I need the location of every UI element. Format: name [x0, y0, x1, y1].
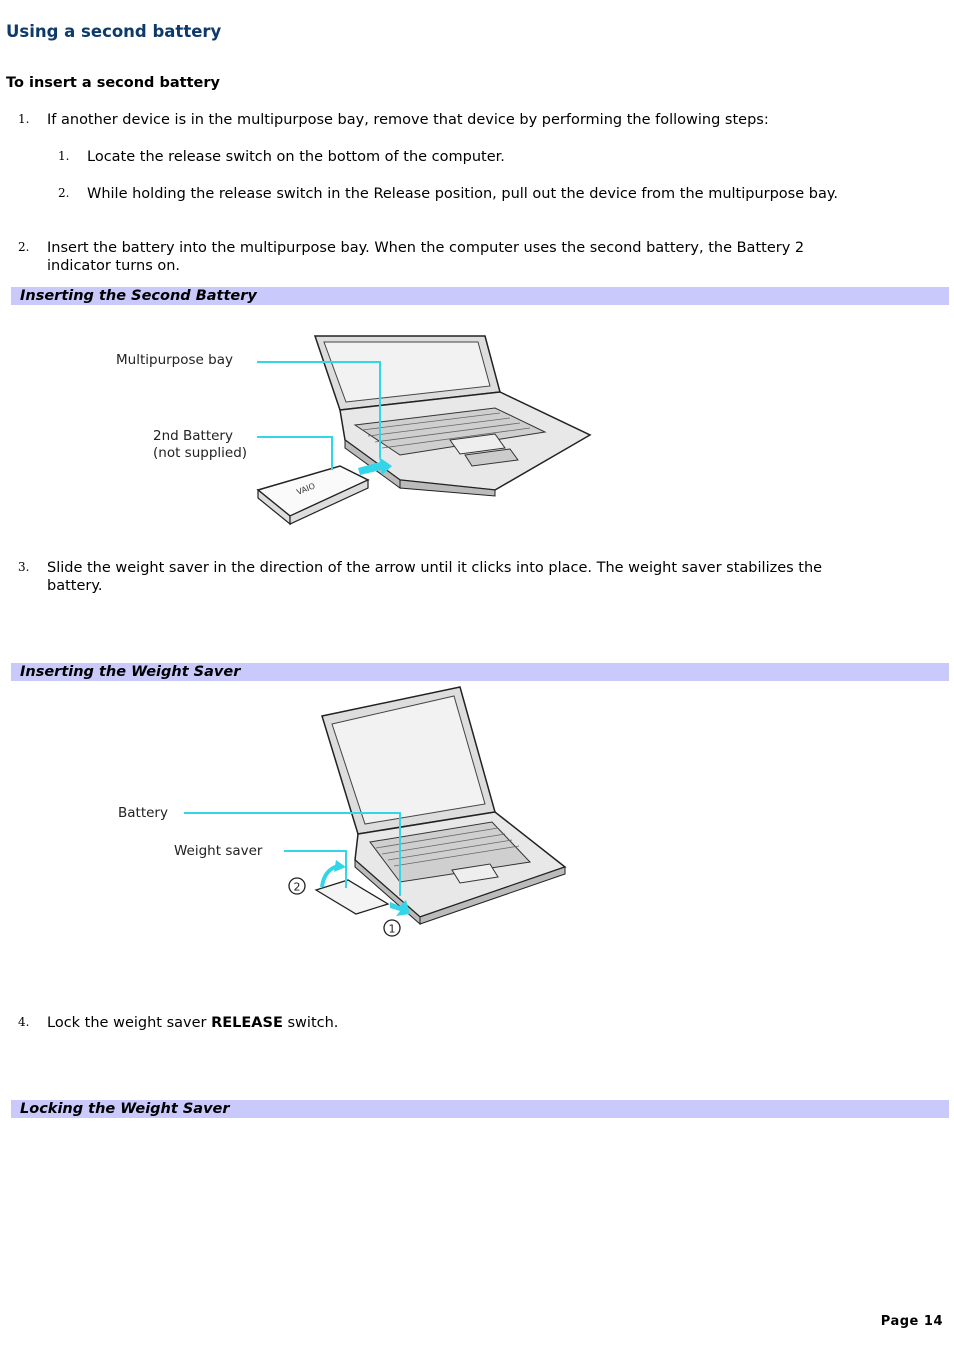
substep-text: Locate the release switch on the bottom of the computer.: [87, 149, 505, 165]
label-battery: Battery: [118, 805, 168, 821]
figure-caption: Inserting the Second Battery: [20, 288, 257, 304]
step-text: Slide the weight saver in the direction of the arrow until it clicks into place. The weight saver stabilizes the battery.: [47, 560, 823, 594]
substep-text: While holding the release switch in the Release position, pull out the device from the multipurpose bay.: [87, 186, 838, 202]
figure-caption: Inserting the Weight Saver: [20, 664, 241, 680]
figure-caption-bar: [11, 287, 949, 305]
figure-caption-bar: [11, 1100, 949, 1118]
step-text-part: Lock the weight saver: [47, 1015, 212, 1031]
step-number: 1.: [18, 112, 30, 126]
label-second-battery: 2nd Battery: [153, 428, 233, 444]
step-text: [47, 1014, 867, 1032]
release-keyword: RELEASE: [211, 1015, 283, 1031]
label-multipurpose-bay: Multipurpose bay: [116, 352, 233, 368]
step-text: Insert the battery into the multipurpose bay. When the computer uses the second battery, the Battery 2 indicator turns on.: [47, 240, 805, 274]
svg-text:1: 1: [388, 922, 396, 936]
figure-caption-bar: [11, 663, 949, 681]
label-weight-saver: Weight saver: [174, 843, 263, 859]
page-title: Using a second battery: [6, 22, 222, 41]
page-number: Page 14: [880, 1314, 943, 1329]
step-number: 2.: [18, 240, 30, 254]
step-text: If another device is in the multipurpose bay, remove that device by performing the following steps:: [47, 112, 769, 128]
label-not-supplied: (not supplied): [153, 445, 248, 461]
step-number: 3.: [18, 560, 30, 574]
figure-caption: Locking the Weight Saver: [20, 1101, 230, 1117]
section-heading: To insert a second battery: [6, 75, 220, 91]
weight-saver-illustration: [100, 682, 580, 942]
step-text-part: switch.: [282, 1015, 339, 1031]
second-battery-illustration: [100, 330, 600, 530]
substep-number: 1.: [58, 149, 70, 163]
substep-number: 2.: [58, 186, 70, 200]
vaio-logo: VAIO: [295, 481, 317, 497]
step-number: 4.: [18, 1015, 30, 1029]
svg-text:2: 2: [293, 880, 301, 894]
